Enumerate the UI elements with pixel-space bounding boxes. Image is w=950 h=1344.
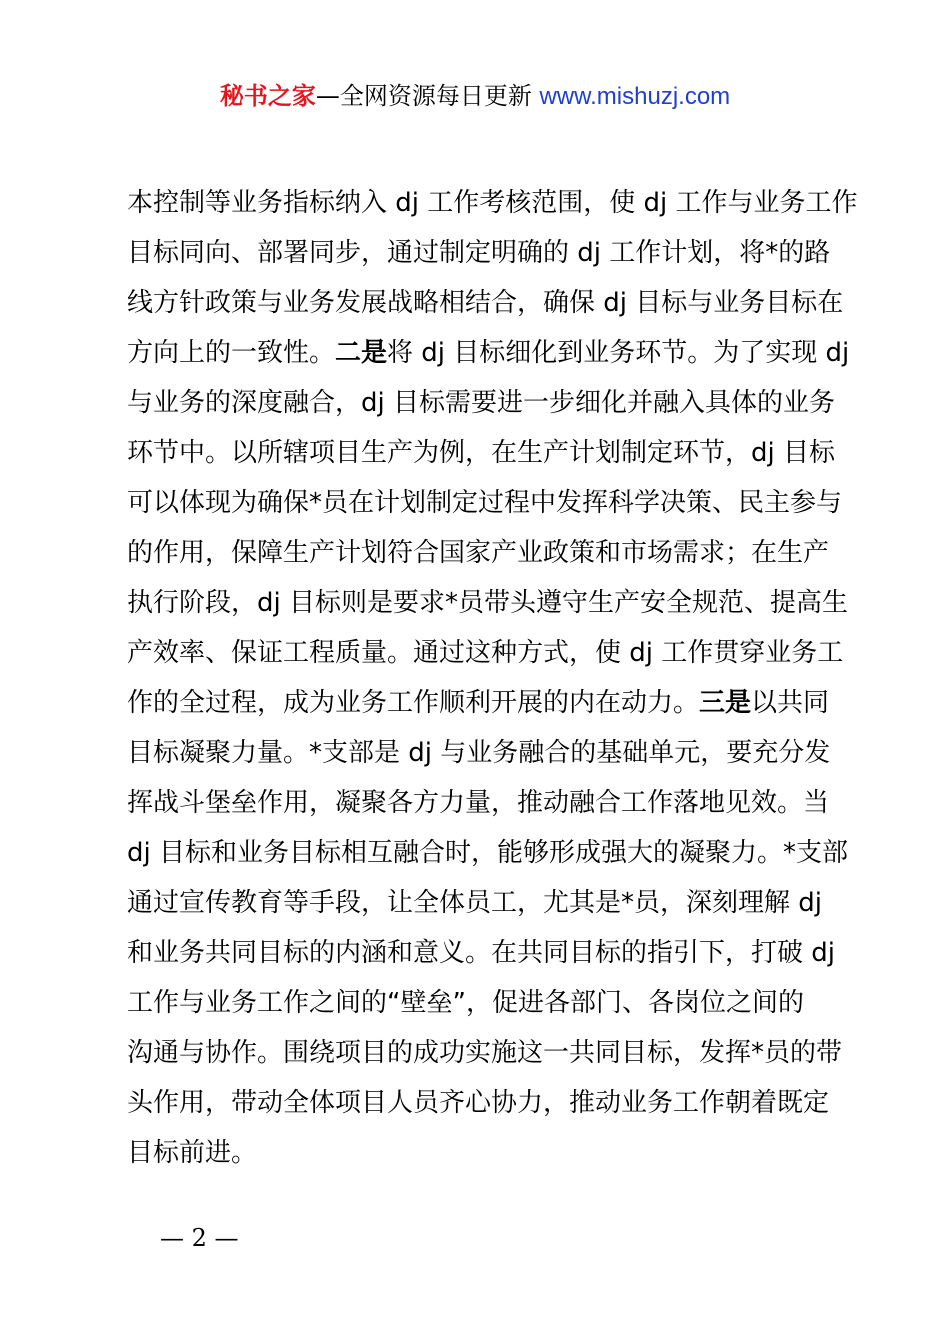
- document-body: [127, 178, 858, 1178]
- text-line: 线方针政策与业务发展战略相结合，确保 dj 目标与业务目标在: [127, 288, 844, 318]
- text-line: 的作用，保障生产计划符合国家产业政策和市场需求；在生产: [127, 538, 830, 568]
- point-three-heading: 三是: [699, 688, 752, 718]
- text-line: 目标同向、部署同步，通过制定明确的 dj 工作计划，将*的路: [127, 238, 831, 268]
- point-two-heading: 二是: [335, 338, 388, 368]
- text-line: 环节中。以所辖项目生产为例，在生产计划制定环节，dj 目标: [127, 438, 835, 468]
- text-line: 沟通与协作。围绕项目的成功实施这一共同目标，发挥*员的带: [127, 1038, 843, 1068]
- site-brand: 秘书之家: [219, 82, 316, 110]
- text-line: 与业务的深度融合，dj 目标需要进一步细化并融入具体的业务: [127, 388, 835, 418]
- text-line: 目标凝聚力量。*支部是 dj 与业务融合的基础单元，要充分发: [127, 738, 831, 768]
- page-number: — 2 —: [160, 1224, 239, 1252]
- text-line: dj 目标和业务目标相互融合时，能够形成强大的凝聚力。*支部: [127, 838, 848, 868]
- text-line: 和业务共同目标的内涵和意义。在共同目标的指引下，打破 dj: [127, 938, 835, 968]
- site-tagline: —全网资源每日更新: [315, 82, 532, 110]
- text-line: 本控制等业务指标纳入 dj 工作考核范围，使 dj 工作与业务工作: [127, 188, 858, 218]
- text-line: 产效率、保证工程质量。通过这种方式，使 dj 工作贯穿业务工: [127, 638, 844, 668]
- text-line: 执行阶段，dj 目标则是要求*员带头遵守生产安全规范、提高生: [127, 588, 848, 618]
- text-line: 工作与业务工作之间的“壁垒”，促进各部门、各岗位之间的: [127, 988, 804, 1018]
- text-line: 可以体现为确保*员在计划制定过程中发挥科学决策、民主参与: [127, 488, 843, 518]
- text-line: 方向上的一致性。二是将 dj 目标细化到业务环节。为了实现 dj: [127, 338, 850, 368]
- site-header: [0, 80, 950, 113]
- text-line: 目标前进。: [127, 1138, 258, 1168]
- text-line: 通过宣传教育等手段，让全体员工，尤其是*员，深刻理解 dj: [127, 888, 822, 918]
- text-line: 挥战斗堡垒作用，凝聚各方力量，推动融合工作落地见效。当: [127, 788, 830, 818]
- text-line: 头作用，带动全体项目人员齐心协力，推动业务工作朝着既定: [127, 1088, 830, 1118]
- text-line: 作的全过程，成为业务工作顺利开展的内在动力。三是以共同: [127, 688, 830, 718]
- site-url[interactable]: www.mishuzj.com: [539, 83, 731, 110]
